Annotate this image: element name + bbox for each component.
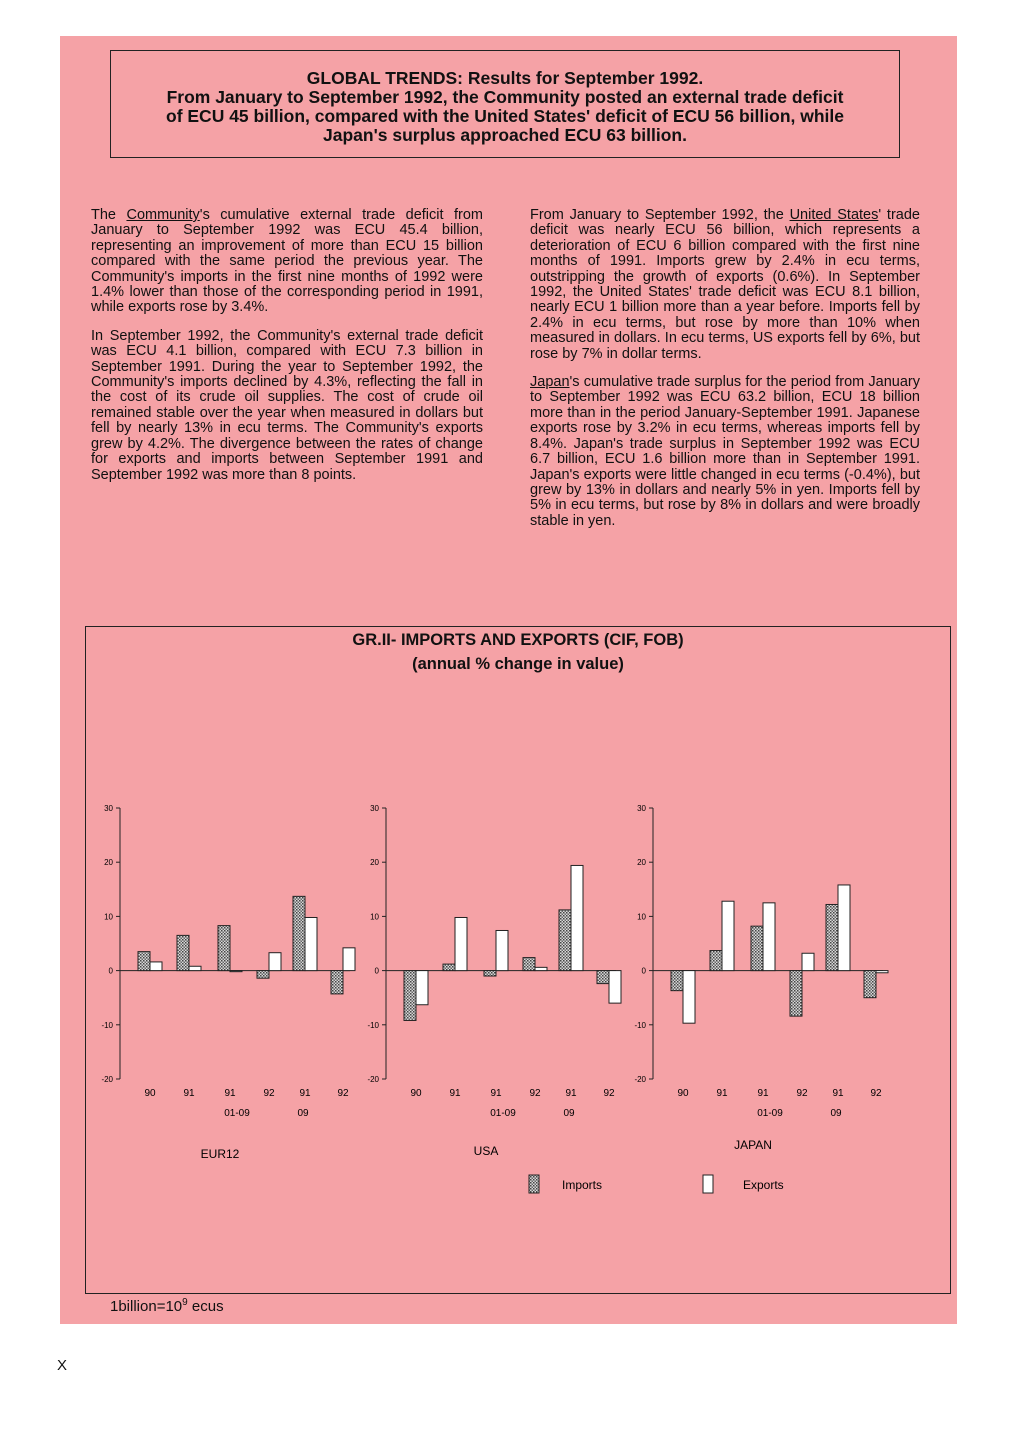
period-label: 01-09 [224,1108,250,1119]
y-tick-label: 30 [370,804,379,813]
y-tick-label: -20 [367,1075,379,1084]
report-page [60,36,957,1324]
y-tick-label: 30 [637,804,646,813]
y-tick-label: 20 [370,858,379,868]
footnote: $1billion=10^9$ ecus [110,1297,224,1315]
headline-line-3: of ECU 45 billion, compared with the United States' deficit of ECU 56 billion, while [166,106,844,126]
imports-bar [826,904,838,970]
category-label: 92 [529,1088,541,1099]
period-label: 01-09 [490,1108,516,1119]
imports-bar [138,952,150,971]
category-label: 90 [144,1088,156,1099]
exports-bar [269,953,281,971]
period-label: 01-09 [757,1108,783,1119]
y-tick-label: 10 [104,912,113,922]
community-underlined: Community [126,207,200,223]
headline-title: GLOBAL TRENDS: Results for September 1992. [306,68,704,88]
chart-title: GR.II- IMPORTS AND EXPORTS (CIF, FOB) [352,631,684,649]
exports-bar [838,885,850,971]
imports-bar [559,910,571,971]
exports-bar [763,903,775,971]
headline-line-4: Japan's surplus approached ECU 63 billion. [323,125,687,145]
y-tick-label: 20 [104,858,113,868]
y-tick-label: 10 [370,912,379,922]
japan-underlined: Japan [530,374,570,391]
exports-bar [722,901,734,970]
y-tick-label: -20 [101,1075,113,1084]
category-label: 90 [677,1088,689,1099]
page-marker: X [57,1357,68,1374]
exports-bar [150,962,162,971]
category-label: 92 [263,1088,275,1099]
chart-subtitle: (annual % change in value) [412,655,624,673]
y-tick-label: 20 [637,858,646,868]
category-label: 91 [716,1088,728,1099]
y-tick-label: -10 [367,1020,379,1030]
legend-exports-label: Exports [743,1178,784,1192]
headline-box [110,50,900,158]
exports-bar [230,971,242,972]
y-tick-label: 10 [637,912,646,922]
imports-bar [790,971,802,1017]
imports-bar [671,971,683,991]
category-label: 91 [565,1088,577,1099]
category-label: 91 [832,1088,844,1099]
community-cumulative-paragraph: The Community's cumulative external trade deficit from January to September 1992 was ECU 45.4 billion, representing an improvement of more than ECU 15 billion compared with the same period the previous year. The Community's imports in the first nine months of 1992 were 1.4% lower than those of the corresponding period in 1991, while exports rose by 3.4%. [91,207,484,316]
imports-bar [177,935,189,970]
y-tick-label: -20 [634,1075,646,1084]
imports-bar [404,971,416,1021]
exports-bar [496,930,508,970]
exports-bar [876,971,888,973]
y-tick-label: -10 [101,1020,113,1030]
exports-bar [683,971,695,1024]
imports-bar [293,896,305,970]
imports-bar [523,958,535,971]
usa-paragraph: From January to September 1992, the United States' trade deficit was nearly ECU 56 billion, which represents a deterioration of ECU 6 billion compared with the first nine months of 1991. Imports grew by 2.4% in ecu terms, outstripping the growth of exports (0.6%). In September 1992, the United States' trade deficit was ECU 8.1 billion, nearly ECU 1 billion more than a year before. Imports fell by 2.4% in ecu terms, but rose by more than 10% when measured in dollars. In ecu terms, US exports fell by 6%, but rose by 7% in dollar terms. [530,207,920,362]
exports-bar [416,971,428,1005]
imports-bar [331,971,343,994]
y-tick-label: -10 [634,1020,646,1030]
left-text-column [91,208,483,496]
exports-bar [571,865,583,970]
legend-imports-swatch [529,1175,539,1193]
imports-bar [218,926,230,971]
y-tick-label: 0 [108,966,113,976]
category-label: 92 [337,1088,349,1099]
exports-bar [343,948,355,971]
category-label: 91 [490,1088,502,1099]
panel-name: EUR12 [200,1147,240,1161]
legend-exports-swatch [703,1175,713,1193]
y-tick-label: 0 [641,966,646,976]
exports-bar [189,966,201,970]
imports-bar [864,971,876,998]
legend-imports-label: Imports [562,1178,603,1192]
y-tick-label: 30 [104,804,113,813]
period-label: 09 [830,1108,842,1119]
imports-bar [257,971,269,979]
exports-bar [305,917,317,970]
panel-name: USA [473,1144,499,1158]
imports-bar [597,971,609,984]
category-label: 90 [410,1088,422,1099]
panel-name: JAPAN [734,1138,772,1152]
category-label: 91 [183,1088,195,1099]
category-label: 92 [603,1088,615,1099]
imports-bar [484,971,496,976]
imports-bar [443,964,455,971]
japan-paragraph: Japan's cumulative trade surplus for the period from January to September 1992 was ECU 63.2 billion, ECU 18 billion more than in the period January-September 1991. Japanese exports rose by 3.2% in ecu terms, whereas imports fell by 8.4%. Japan's trade surplus in September 1992 was ECU 6.7 billion, ECU 1.6 billion more than in September 1991. Japan's exports were little changed in ecu terms (-0.4%), but grew by 13% in dollars and nearly 5% in yen. Imports fell by 5% in ecu terms, but rose by 8% in dollars and were broadly stable in yen. [530,374,920,529]
united-states-underlined: United States [789,207,879,223]
category-label: 91 [757,1088,769,1099]
category-label: 91 [299,1088,311,1099]
exports-bar [535,967,547,970]
exports-bar [802,953,814,970]
y-tick-label: 0 [374,966,379,976]
exports-bar [455,917,467,970]
category-label: 92 [870,1088,882,1099]
right-text-column [530,208,920,542]
category-label: 91 [224,1088,236,1099]
community-september-paragraph: In September 1992, the Community's external trade deficit was ECU 4.1 billion, compared with ECU 7.3 billion in September 1991. During the year to September 1992, the Community's imports declined by 4.3%, reflecting the fall in the cost of its crude oil supplies. The cost of crude oil remained stable over the year when measured in dollars but fell by nearly 13% in ecu terms. The Community's exports grew by 4.2%. The divergence between the rates of change for exports and imports between September 1991 and September 1992 was more than 8 points. [91,327,483,483]
period-label: 09 [563,1108,575,1119]
imports-bar [751,926,763,970]
exports-bar [609,971,621,1004]
headline-line-2: From January to September 1992, the Community posted an external trade deficit [166,87,844,107]
bar-charts [86,627,952,1295]
category-label: 91 [449,1088,461,1099]
period-label: 09 [297,1108,309,1119]
chart-frame [85,626,951,1294]
imports-bar [710,951,722,971]
category-label: 92 [796,1088,808,1099]
